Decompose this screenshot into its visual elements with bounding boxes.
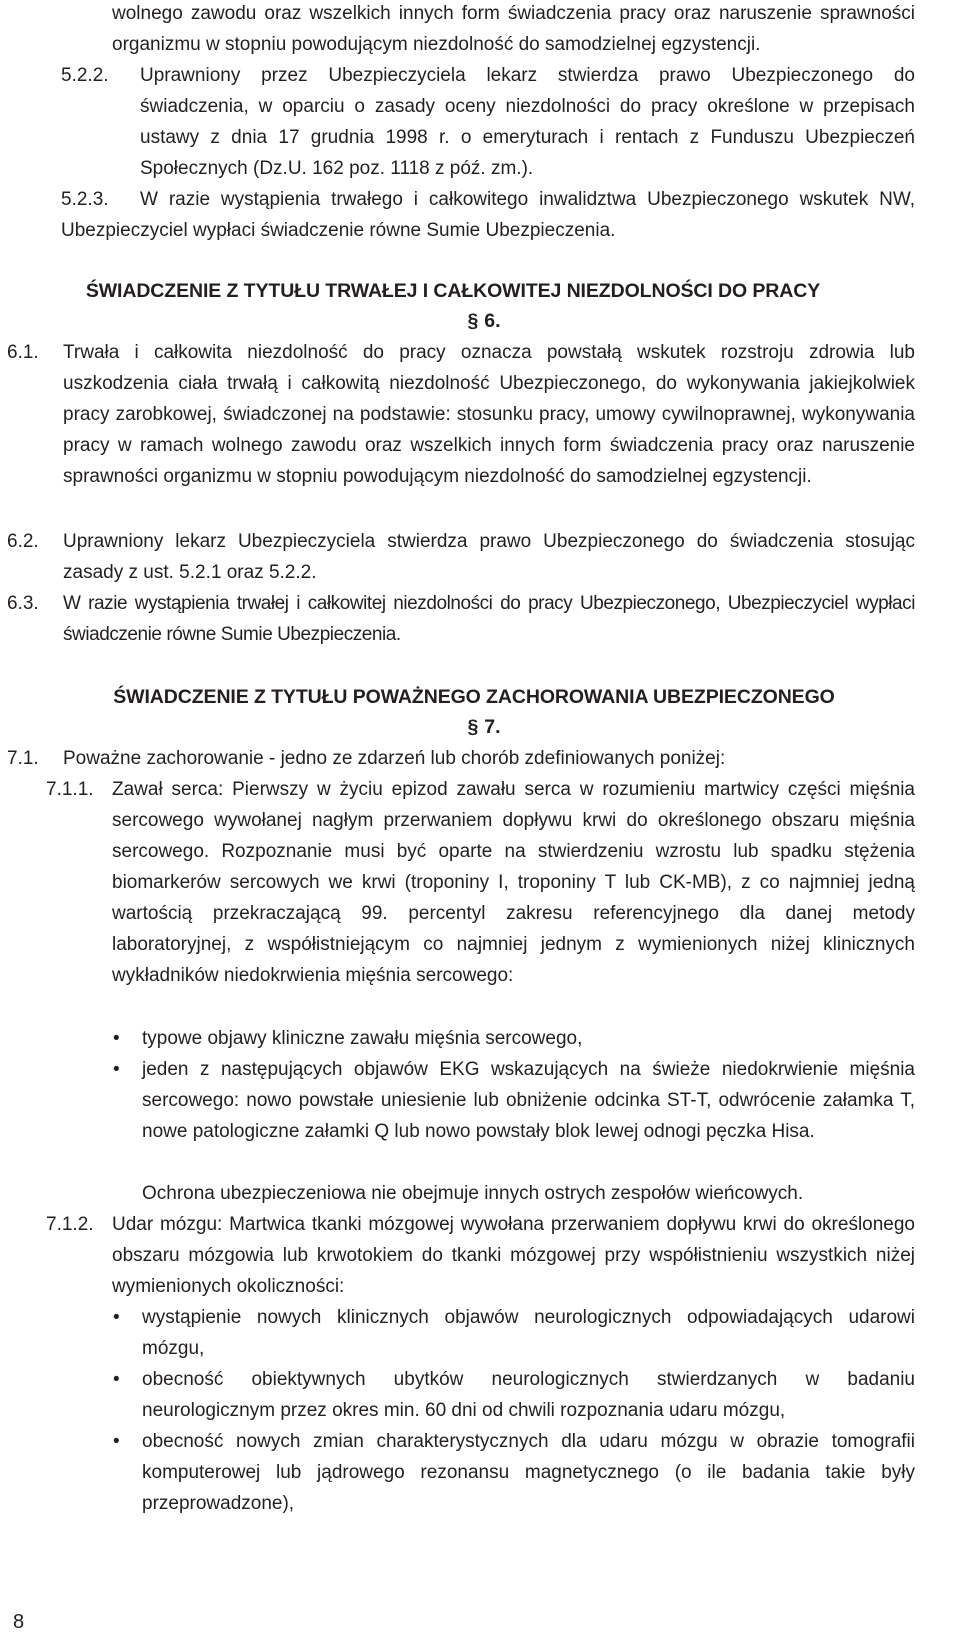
section-7-number <box>4 712 960 743</box>
section-7-title: ŚWIADCZENIE Z TYTUŁU POWAŻNEGO ZACHOROWANIA UBEZPIECZONEGO <box>113 686 835 708</box>
clause-5-2-3-text: W razie wystąpienia trwałego i całkowitego inwalidztwa Ubezpieczonego wskutek NW, Ubezpieczyciel wypłaci świadczenie równe Sumie Ubezpieczenia. <box>61 189 915 241</box>
paragraph-symbol: § <box>467 716 479 738</box>
section-number: 6. <box>484 310 501 332</box>
clause-6-2-text: Uprawniony lekarz Ubezpieczyciela stwierdza prawo Ubezpieczonego do świadczenia stosując zasady z ust. 5.2.1 oraz 5.2.2. <box>63 531 915 583</box>
clause-number: 6.3. <box>7 593 39 614</box>
bullet-item: jeden z następujących objawów EKG wskazujących na świeże niedokrwienie mięśnia sercowego: nowo powstałe uniesienie lub obniżenie odcinka ST-T, odwrócenie załamka T, nowe patologiczne załamki Q lub nowo powstały blok lewej odnogi pęczka Hisa. <box>142 1059 915 1142</box>
bullet-marker: • <box>113 1369 120 1390</box>
continuation-paragraph: wolnego zawodu oraz wszelkich innych form świadczenia pracy oraz naruszenie sprawności organizmu w stopniu powodującym niezdolność do samodzielnej egzystencji. <box>112 3 915 55</box>
clause-7-1-2-text: Udar mózgu: Martwica tkanki mózgowej wywołana przerwaniem dopływu krwi do określonego obszaru mózgowia lub krwotokiem do tkanki mózgowej przy współistnieniu wszystkich niżej wymienionych okoliczności: <box>112 1214 915 1297</box>
bullet-item: obecność nowych zmian charakterystycznych dla udaru mózgu w obrazie tomografii komputerowej lub jądrowego rezonansu magnetycznego (o ile badania takie były przeprowadzone), <box>142 1431 915 1514</box>
bullet-marker: • <box>113 1059 120 1080</box>
bullet-marker: • <box>113 1307 120 1328</box>
clause-number: 7.1.1. <box>46 779 94 800</box>
paragraph-symbol: § <box>467 310 479 332</box>
clause-5-2-2-text: Uprawniony przez Ubezpieczyciela lekarz stwierdza prawo Ubezpieczonego do świadczenia, w oparciu o zasady oceny niezdolności do pracy określone w przepisach ustawy z dnia 17 grudnia 1998 r. o emeryturach i rentach z Funduszu Ubezpieczeń Społecznych (Dz.U. 162 poz. 1118 z póź. zm.). <box>140 65 915 179</box>
clause-number: 5.2.2. <box>61 65 109 86</box>
clause-7-1-1-note: Ochrona ubezpieczeniowa nie obejmuje innych ostrych zespołów wieńcowych. <box>142 1183 804 1204</box>
clause-7-1-text: Poważne zachorowanie - jedno ze zdarzeń lub chorób zdefiniowanych poniżej: <box>63 748 726 769</box>
bullet-marker: • <box>113 1028 120 1049</box>
clause-6-3-text: W razie wystąpienia trwałej i całkowitej niezdolności do pracy Ubezpieczonego, Ubezpieczyciel wypłaci świadczenie równe Sumie Ubezpieczenia. <box>63 593 915 645</box>
bullet-item: wystąpienie nowych klinicznych objawów neurologicznych odpowiadających udarowi mózgu, <box>142 1307 915 1359</box>
clause-7-1-1-text: Zawał serca: Pierwszy w życiu epizod zawału serca w rozumieniu martwicy części mięśnia sercowego wywołanej nagłym przerwaniem dopływu krwi do określonego obszaru mięśnia sercowego. Rozpoznanie musi być oparte na stwierdzeniu wzrostu lub spadku stężenia biomarkerów sercowych we krwi (troponiny I, troponiny T lub CK-MB), z co najmniej jedną wartością przekraczającą 99. percentyl zakresu referencyjnego dla danej metody laboratoryjnej, z współistniejącym co najmniej jednym z wymienionych niżej klinicznych wykładników niedokrwienia mięśnia sercowego: <box>112 779 915 986</box>
clause-number: 6.1. <box>7 342 39 363</box>
section-6-title: ŚWIADCZENIE Z TYTUŁU TRWAŁEJ I CAŁKOWITEJ NIEZDOLNOŚCI DO PRACY <box>85 280 821 302</box>
bullet-marker: • <box>113 1431 120 1452</box>
bullet-item: typowe objawy kliniczne zawału mięśnia sercowego, <box>142 1028 583 1049</box>
section-number: 7. <box>484 716 501 738</box>
section-6-number <box>4 306 960 337</box>
bullet-item: obecność obiektywnych ubytków neurologicznych stwierdzanych w badaniu neurologicznym przez okres min. 60 dni od chwili rozpoznania udaru mózgu, <box>142 1369 915 1421</box>
clause-number: 6.2. <box>7 531 39 552</box>
clause-number: 7.1. <box>7 748 39 769</box>
page-number: 8 <box>13 1611 25 1633</box>
clause-number: 7.1.2. <box>46 1214 94 1235</box>
clause-6-1-text: Trwała i całkowita niezdolność do pracy oznacza powstałą wskutek rozstroju zdrowia lub uszkodzenia ciała trwałą i całkowitą niezdolność Ubezpieczonego, do wykonywania jakiejkolwiek pracy zarobkowej, świadczonej na podstawie: stosunku pracy, umowy cywilnoprawnej, wykonywania pracy w ramach wolnego zawodu oraz wszelkich innych form świadczenia pracy oraz naruszenie sprawności organizmu w stopniu powodującym niezdolność do samodzielnej egzystencji. <box>63 342 915 487</box>
clause-number: 5.2.3. <box>61 189 109 210</box>
